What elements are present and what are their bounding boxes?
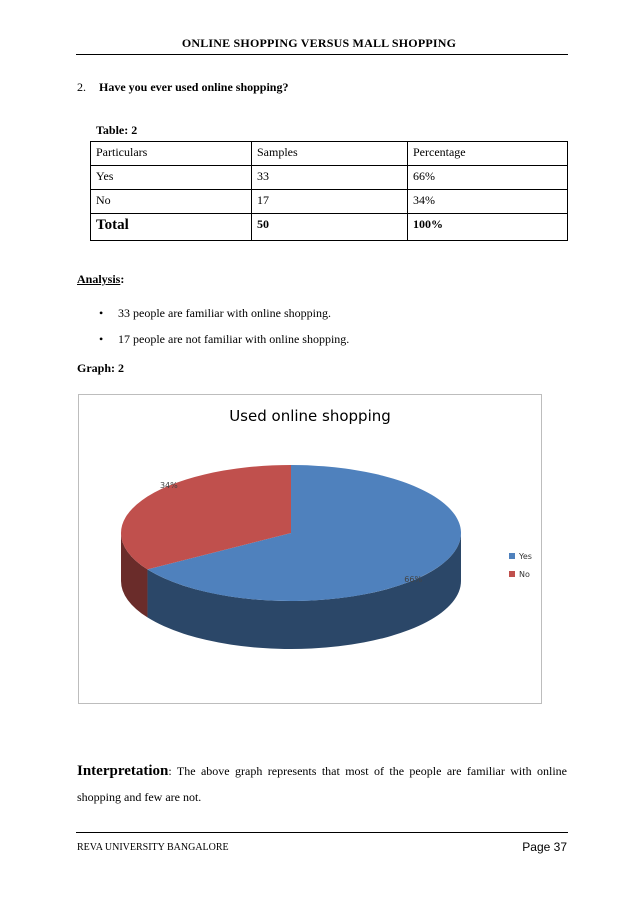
table-total-label: Total — [91, 214, 252, 241]
question-text: Have you ever used online shopping? — [99, 80, 289, 94]
table-row — [91, 190, 568, 214]
analysis-bullet-text: 17 people are not familiar with online shopping. — [118, 332, 350, 346]
table-cell: 66% — [408, 166, 568, 190]
analysis-bullet — [99, 332, 349, 347]
table-total-percentage: 100% — [408, 214, 568, 241]
bullet-dot-icon: • — [99, 306, 104, 320]
analysis-label: Analysis — [77, 272, 121, 286]
footer-page-number: Page 37 — [522, 840, 567, 854]
table-total-row — [91, 214, 568, 241]
analysis-bullet — [99, 306, 331, 321]
chart-title: Used online shopping — [229, 407, 391, 425]
pie-chart-canvas — [79, 395, 541, 703]
footer-rule — [76, 832, 568, 833]
interpretation — [77, 758, 567, 810]
bullet-dot-icon: • — [99, 332, 104, 346]
table-total-samples: 50 — [252, 214, 408, 241]
table-cell: 34% — [408, 190, 568, 214]
pie-data-label: 34% — [159, 481, 178, 491]
legend-item-yes — [509, 547, 532, 565]
table-header-cell: Particulars — [91, 142, 252, 166]
table-cell: No — [91, 190, 252, 214]
table-cell: Yes — [91, 166, 252, 190]
table-cell: 17 — [252, 190, 408, 214]
analysis-bullet-text: 33 people are familiar with online shopping. — [118, 306, 331, 320]
legend-item-no — [509, 565, 532, 583]
table-header-row — [91, 142, 568, 166]
question-number: 2. — [77, 80, 86, 94]
legend-swatch — [509, 571, 515, 577]
chart-legend — [509, 547, 532, 583]
table-header-cell: Percentage — [408, 142, 568, 166]
graph-label: Graph: 2 — [77, 361, 125, 375]
table-header-cell: Samples — [252, 142, 408, 166]
table-cell: 33 — [252, 166, 408, 190]
question — [77, 80, 288, 95]
interpretation-text: : The above graph represents that most of the people are familiar with online shopping and few are not. — [77, 764, 567, 804]
legend-swatch — [509, 553, 515, 559]
pie-data-label: 66% — [404, 574, 423, 584]
legend-label: No — [519, 569, 530, 579]
table-row — [91, 166, 568, 190]
interpretation-label: Interpretation — [77, 763, 169, 779]
page-header-title: ONLINE SHOPPING VERSUS MALL SHOPPING — [181, 36, 457, 50]
analysis-heading — [77, 272, 124, 287]
analysis-colon: : — [120, 272, 125, 286]
legend-label: Yes — [519, 551, 532, 561]
header-rule — [76, 54, 568, 55]
pie-chart — [78, 394, 542, 704]
footer-university: REVA UNIVERSITY BANGALORE — [77, 842, 229, 853]
results-table — [90, 141, 568, 241]
table-caption: Table: 2 — [96, 123, 138, 137]
